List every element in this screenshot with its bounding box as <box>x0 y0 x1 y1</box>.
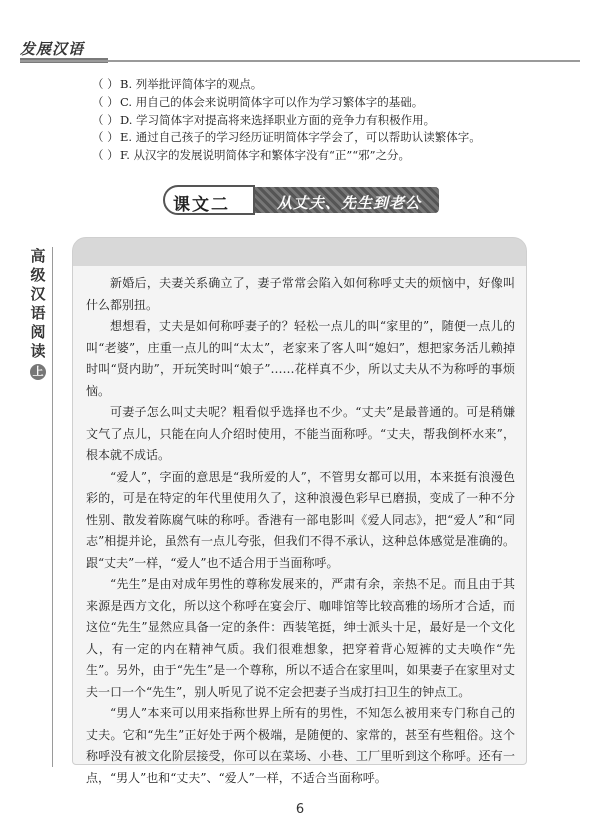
exercise-text: C. 用自己的体会来说明简体字可以作为学习繁体字的基础。 <box>120 94 424 109</box>
lesson-label: 课文二 <box>173 195 230 215</box>
answer-blank: （ ） <box>92 130 119 145</box>
answer-blank: （ ） <box>92 77 119 91</box>
answer-blank: （ ） <box>92 148 119 163</box>
exercise-text: B. 列举批评简体字的观点。 <box>120 77 263 91</box>
article-paragraph: 可妻子怎么叫丈夫呢？粗看似乎选择也不少。“丈夫”是最普通的。可是稍嫌文气了点儿，只能在向人介绍时使用，不能当面称呼。“丈夫，帮我倒杯水来”，根本就不成话。 <box>86 405 515 462</box>
volume-badge: 上 <box>30 364 46 380</box>
side-book-title <box>28 247 48 380</box>
exercise-item-f <box>92 147 562 165</box>
article-body <box>86 273 515 789</box>
exercise-item-e <box>92 129 562 147</box>
lesson-banner <box>163 183 443 219</box>
exercise-text: E. 通过自己孩子的学习经历证明简体字学会了，可以帮助认读繁体字。 <box>120 130 481 145</box>
side-char: 阅 <box>30 323 46 341</box>
article-paragraph: 想想看，丈夫是如何称呼妻子的？轻松一点儿的叫“家里的”，随便一点儿的叫“老婆”，庄重一点儿的叫“太太”，老家来了客人叫“媳妇”，想把家务活儿赖掉时叫“贤内助”，开玩笑时叫“娘子”……花样真不少，所以丈夫从不为称呼的事烦恼。 <box>86 319 515 398</box>
header-title: 发展汉语 <box>20 40 85 58</box>
exercise-item-b <box>92 76 562 94</box>
side-char: 读 <box>30 342 46 360</box>
exercise-item-c <box>92 94 562 112</box>
page-number: 6 <box>295 802 305 817</box>
exercise-list <box>92 76 562 165</box>
article-paragraph: “先生”是由对成年男性的尊称发展来的，严肃有余，亲热不足。而且由于其来源是西方文化，所以这个称呼在宴会厅、咖啡馆等比较高雅的场所才合适，而这位“先生”显然应具备一定的条件：西装笔挺，绅士派头十足，最好是一个文化人，有一定的内在精神气质。我们很难想象，把穿着背心短裤的丈夫唤作“先生”。另外，由于“先生”是一个尊称，所以不适合在家里叫，如果妻子在家里对丈夫一口一个“先生”，别人听见了说不定会把妻子当成打扫卫生的钟点工。 <box>86 577 515 699</box>
side-char: 语 <box>30 304 46 322</box>
exercise-item-d <box>92 112 562 130</box>
answer-blank: （ ） <box>92 112 119 127</box>
article-paragraph: “男人”本来可以用来指称世界上所有的男性，不知怎么被用来专门称自己的丈夫。它和“先生”正好处于两个极端，是随便的、家常的，甚至有些粗俗。这个称呼没有被文化阶层接受，你可以在菜场、小巷、工厂里听到这个称呼。还有一点，“男人”也和“丈夫”、“爱人”一样，不适合当面称呼。 <box>86 706 515 785</box>
side-char: 汉 <box>30 285 46 303</box>
answer-blank: （ ） <box>92 94 119 109</box>
side-char: 高 <box>30 247 46 265</box>
side-char: 级 <box>30 266 46 284</box>
exercise-text: D. 学习简体字对提高将来选择职业方面的竞争力有积极作用。 <box>120 112 436 127</box>
side-divider <box>52 247 53 767</box>
article-paragraph: “爱人”，字面的意思是“我所爱的人”，不管男女都可以用，本来挺有浪漫色彩的，可是在特定的年代里使用久了，这种浪漫色彩早已磨损，变成了一种不分性别、散发着陈腐气味的称呼。香港有一部电影叫《爱人同志》，把“爱人”和“同志”相提并论，虽然有一点儿夸张，但我们不得不承认，这种总体感觉是准确的。跟“丈夫”一样，“爱人”也不适合用于当面称呼。 <box>86 469 515 570</box>
header-divider <box>20 60 580 62</box>
exercise-text: F. 从汉字的发展说明简体字和繁体字没有“正”“邪”之分。 <box>120 148 411 163</box>
lesson-title: 从丈夫、先生到老公 <box>277 194 422 212</box>
article-paragraph: 新婚后，夫妻关系确立了，妻子常常会陷入如何称呼丈夫的烦恼中，好像叫什么都别扭。 <box>86 276 515 312</box>
